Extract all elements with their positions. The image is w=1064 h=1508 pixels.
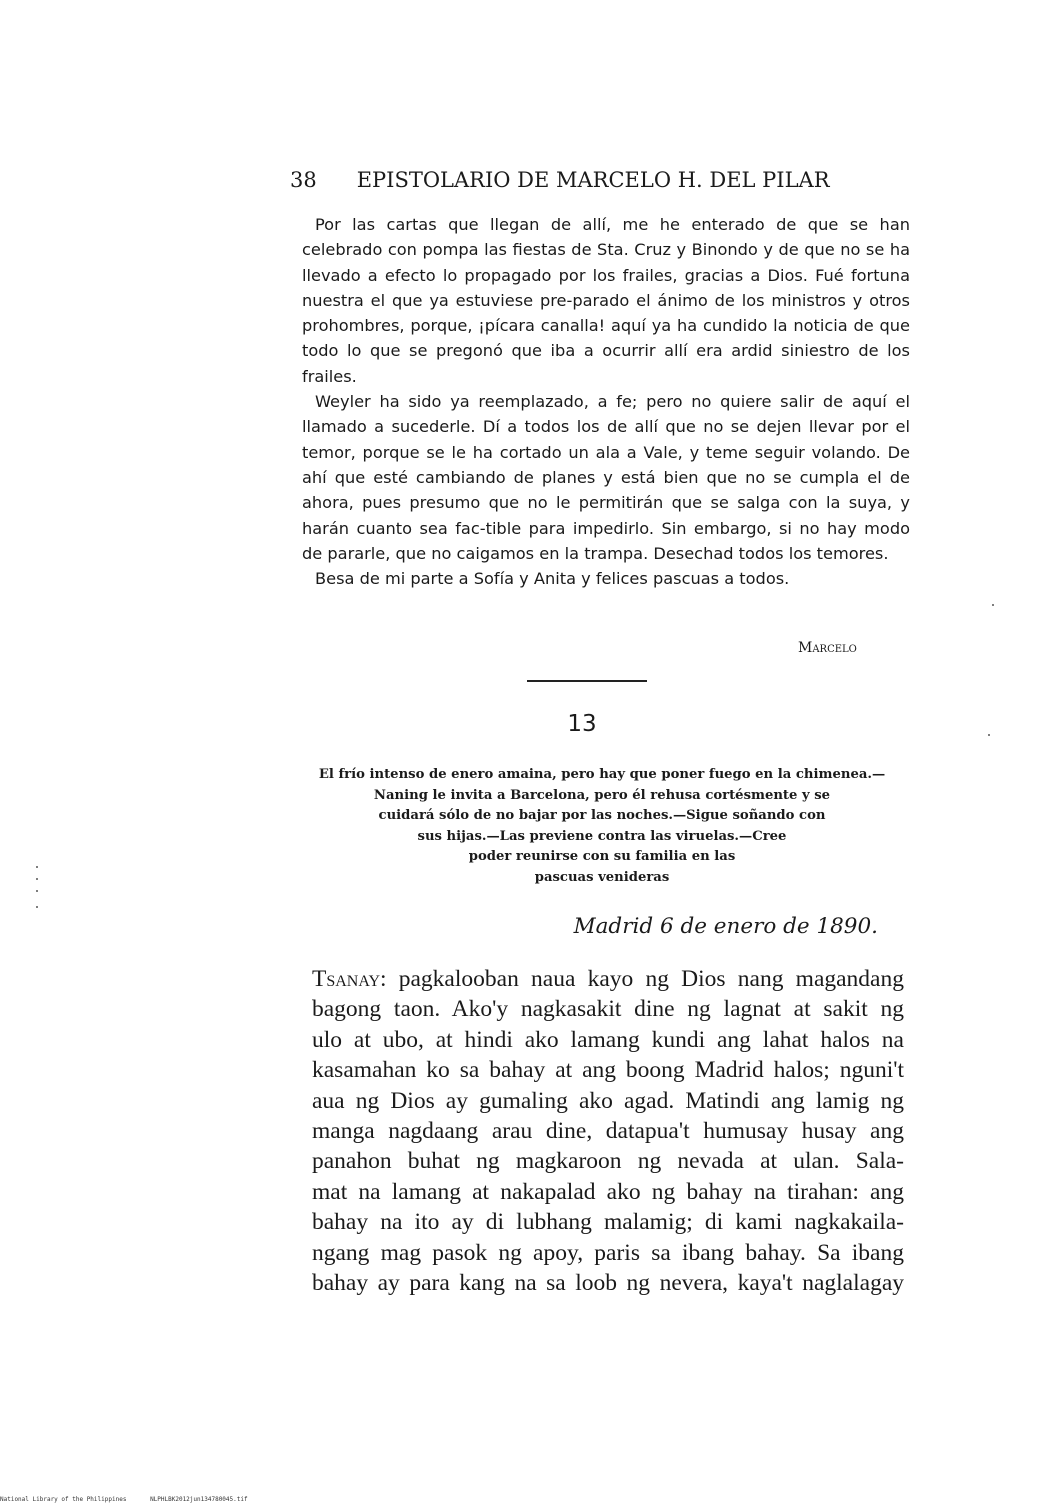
body-line: ulo at ubo, at hindi ako lamang kundi ang lahat halos na [312, 1026, 904, 1053]
signature: Marcelo [798, 640, 857, 656]
file-id: NLPHLBK2012jun134780045.tif [150, 1496, 248, 1503]
previous-letter-ending [302, 212, 910, 591]
dateline: Madrid 6 de enero de 1890. [573, 914, 878, 939]
addressee: Tsanay: [312, 966, 387, 992]
paragraph: Por las cartas que llegan de allí, me he enterado de que se han celebrado con pompa las fiestas de Sta. Cruz y Binondo y de que no se ha llevado a efecto lo propagado por los frailes, gracias a Dios. Fué fortuna nuestra el que ya estuviese pre-parado el ánimo de los ministros y otros prohombres, porque, ¡pícara canalla! aquí ya ha cundido la noticia de que todo lo que se pregonó que iba a ocurrir allí era ardid siniestro de los frailes. [302, 215, 910, 386]
body-line: panahon buhat ng magkaroon ng nevada at ulan. Sala- [312, 1148, 904, 1175]
body-line-text: pagkalooban naua kayo ng Dios nang magandang [386, 966, 904, 992]
scan-speck [36, 890, 38, 892]
paragraph: Weyler ha sido ya reemplazado, a fe; pero no quiere salir de aquí el llamado a sucederle. Dí a todos los de allí que no se dejen llevar por el temor, porque se le ha cortado un ala a Vale, y teme seguir volando. De ahí que esté cambiando de planes y está bien que no se cumpla el de ahora, pues presumo que no le permitirán que se salga con la suya, y harán cuanto sea fac-tible para impedirlo. Sin embargo, si no hay modo de pararle, que no caigamos en la trampa. Desechad todos los temores. [302, 392, 910, 563]
summary-line: poder reunirse con su familia en las [468, 849, 736, 865]
section-divider [527, 680, 647, 682]
scan-speck [988, 734, 990, 736]
body-line: kasamahan ko sa bahay at ang boong Madrid halos; nguni't [312, 1057, 904, 1084]
body-line: aua ng Dios ay gumaling ako agad. Matindi ang lamig ng [312, 1087, 904, 1114]
summary-line: pascuas venideras [534, 869, 670, 885]
scan-footer [0, 1496, 268, 1503]
running-header [290, 168, 890, 192]
body-line: bagong taon. Ako'y nagkasakit dine ng lagnat at sakit ng [312, 996, 904, 1023]
scan-speck [36, 878, 38, 880]
body-line: manga nagdaang arau dine, datapua't humusay husay ang [312, 1118, 904, 1145]
summary-line: cuidará sólo de no bajar por las noches.—Sigue soñando con [378, 808, 826, 824]
summary-line: El frío intenso de enero amaina, pero hay que poner fuego en la chimenea.— [318, 767, 886, 782]
library-credit: National Library of the Philippines [0, 1496, 127, 1503]
body-line: bahay na ito ay di lubhang malamig; di kami nagkakaila- [312, 1209, 904, 1236]
summary-line: sus hijas.—Las previene contra las viruelas.—Cree [417, 828, 787, 844]
body-line: ngang mag pasok ng apoy, paris sa ibang bahay. Sa ibang [312, 1239, 904, 1266]
letter-number: 13 [567, 711, 597, 737]
paragraph: Besa de mi parte a Sofía y Anita y felices pascuas a todos. [315, 569, 790, 589]
body-line: mat na lamang at nakapalad ako ng bahay na tirahan: ang [312, 1178, 904, 1205]
scan-speck [36, 866, 38, 868]
body-line: bahay ay para kang na sa loob ng nevera, kaya't naglalagay [312, 1270, 904, 1297]
body-line [312, 964, 904, 994]
summary-line: Naning le invita a Barcelona, pero él rehusa cortésmente y se [373, 787, 831, 803]
letter-summary [277, 765, 927, 889]
letter-body [312, 964, 904, 1298]
scan-speck [992, 604, 994, 606]
running-title: EPISTOLARIO DE MARCELO H. DEL PILAR [356, 168, 830, 192]
page-number: 38 [290, 168, 317, 192]
scan-speck [36, 906, 38, 908]
